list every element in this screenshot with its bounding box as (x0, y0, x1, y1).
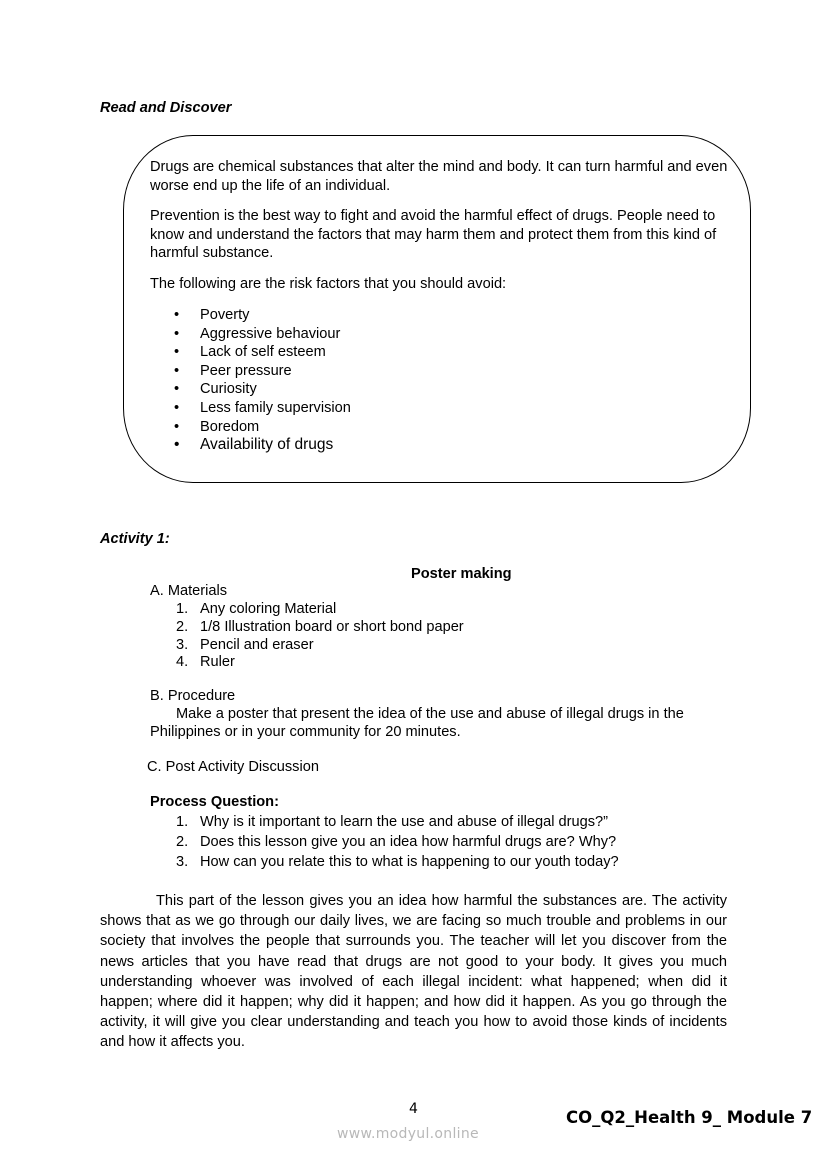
risk-factors-list (174, 306, 351, 455)
process-questions-list (176, 812, 619, 872)
risk-factor-item: • Peer pressure (174, 362, 351, 381)
risk-factor-item: • Poverty (174, 306, 351, 325)
activity-title: Poster making (411, 566, 512, 582)
intro-paragraph-drugs: Drugs are chemical substances that alter the mind and body. It can turn harmful and even worse end up the life of an individual. (150, 159, 728, 194)
material-item: 4. Ruler (176, 654, 235, 671)
process-question-item: 3. How can you relate this to what is happening to our youth today? (176, 854, 619, 870)
risk-factor-item: • Boredom (174, 418, 351, 437)
risk-factor-item: • Curiosity (174, 380, 351, 399)
process-question-item: 2. Does this lesson give you an idea how harmful drugs are? Why? (176, 834, 617, 850)
watermark: www.modyul.online (337, 1126, 479, 1142)
risk-factor-item: • Less family supervision (174, 399, 351, 418)
intro-paragraph-prevention: Prevention is the best way to fight and avoid the harmful effect of drugs. People need to know and understand the factors that may harm them and protect them from this kind of harmful substance. (150, 208, 717, 261)
risk-factor-item: • Aggressive behaviour (174, 325, 351, 344)
process-question-heading: Process Question: (150, 794, 279, 810)
material-item: 1. Any coloring Material (176, 601, 337, 617)
page-number: 4 (409, 1101, 418, 1117)
closing-paragraph: This part of the lesson gives you an idea how harmful the substances are. The activity shows that as we go through our daily lives, we are facing so much trouble and problems in our society that involves the people that surrounds you. The teacher will let you discover from the news articles that you have read that drugs are not good to your body. It gives you much understanding whoever was involved of each illegal incident: what happened; when did it happen; where did it happen; why did it happen; and how did it happen. As you go through the activity, it will give you clear understanding and teach you how to avoid those kinds of incidents and how it affects you. (100, 893, 727, 1051)
procedure-line-2: Philippines or in your community for 20 minutes. (150, 724, 461, 740)
module-code: CO_Q2_Health 9_ Module 7 (566, 1108, 813, 1127)
material-item: 3. Pencil and eraser (176, 636, 314, 653)
procedure-heading: B. Procedure (150, 688, 236, 704)
process-question-item: 1. Why is it important to learn the use and abuse of illegal drugs?” (176, 814, 609, 830)
risk-factor-item: • Lack of self esteem (174, 343, 351, 362)
risk-factors-intro: The following are the risk factors that you should avoid: (150, 276, 507, 292)
post-activity-heading: C. Post Activity Discussion (147, 759, 319, 775)
read-and-discover-heading: Read and Discover (100, 100, 232, 116)
activity-label: Activity 1: (100, 531, 170, 547)
material-item: 2. 1/8 Illustration board or short bond paper (176, 618, 464, 635)
procedure-line-1: Make a poster that present the idea of the use and abuse of illegal drugs in the (176, 706, 684, 722)
materials-heading: A. Materials (150, 583, 228, 599)
materials-list (176, 601, 464, 672)
risk-factor-item: • Availability of drugs (174, 436, 351, 455)
